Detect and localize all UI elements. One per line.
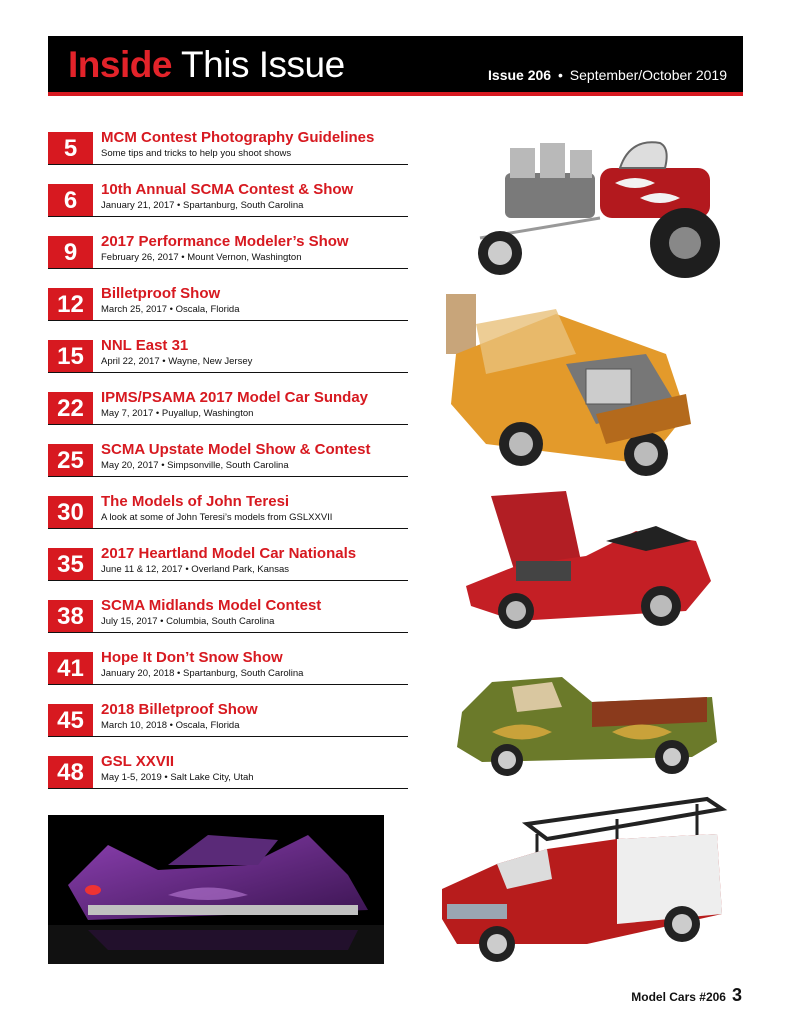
page-number-badge: 45 [48, 704, 93, 737]
toc-entry[interactable] [48, 388, 408, 440]
page-number-badge: 9 [48, 236, 93, 269]
entry-divider [48, 788, 408, 789]
entry-divider [48, 372, 408, 373]
page-number-badge: 38 [48, 600, 93, 633]
dragster-model-photo [440, 128, 740, 288]
toc-entry[interactable] [48, 284, 408, 336]
page-number-badge: 12 [48, 288, 93, 321]
red-white-pickup-model-photo [437, 794, 737, 964]
toc-entry[interactable] [48, 544, 408, 596]
green-pickup-model-photo [452, 662, 722, 780]
article-title: Billetproof Show [101, 285, 221, 302]
issue-number: Issue 206 [488, 67, 552, 83]
page-number-badge: 48 [48, 756, 93, 789]
page-number-badge: 5 [48, 132, 93, 165]
article-title: IPMS/PSAMA 2017 Model Car Sunday [101, 389, 369, 406]
orange-chevy-model-photo [446, 294, 696, 484]
toc-entry[interactable] [48, 648, 408, 700]
entry-divider [48, 320, 408, 321]
toc-entry[interactable] [48, 596, 408, 648]
page-number-badge: 30 [48, 496, 93, 529]
purple-cadillac-model-photo [48, 815, 384, 964]
issue-header-bar [48, 36, 743, 92]
toc-entry[interactable] [48, 440, 408, 492]
article-title: NNL East 31 [101, 337, 189, 354]
toc-entry[interactable] [48, 492, 408, 544]
article-subtitle: Some tips and tricks to help you shoot shows [101, 148, 292, 159]
entry-divider [48, 164, 408, 165]
title-this-issue: This Issue [181, 44, 345, 85]
issue-separator: • [557, 67, 563, 83]
issue-date: September/October 2019 [569, 67, 727, 83]
page-number-badge: 15 [48, 340, 93, 373]
entry-divider [48, 684, 408, 685]
title-inside: Inside [68, 44, 172, 85]
article-title: GSL XXVII [101, 753, 175, 770]
entry-divider [48, 476, 408, 477]
article-title: 2017 Performance Modeler’s Show [101, 233, 349, 250]
table-of-contents [48, 128, 408, 804]
article-title: 2018 Billetproof Show [101, 701, 258, 718]
toc-entry[interactable] [48, 700, 408, 752]
issue-title [68, 45, 345, 85]
article-subtitle: March 25, 2017 • Oscala, Florida [101, 304, 240, 315]
entry-divider [48, 528, 408, 529]
article-subtitle: February 26, 2017 • Mount Vernon, Washington [101, 252, 302, 263]
article-title: 10th Annual SCMA Contest & Show [101, 181, 354, 198]
page-number-badge: 6 [48, 184, 93, 217]
article-title: MCM Contest Photography Guidelines [101, 129, 375, 146]
article-subtitle: January 21, 2017 • Spartanburg, South Carolina [101, 200, 304, 211]
toc-entry[interactable] [48, 232, 408, 284]
article-subtitle: March 10, 2018 • Oscala, Florida [101, 720, 240, 731]
article-subtitle: May 20, 2017 • Simpsonville, South Carolina [101, 460, 289, 471]
article-subtitle: June 11 & 12, 2017 • Overland Park, Kansas [101, 564, 289, 575]
toc-entry[interactable] [48, 128, 408, 180]
article-title: SCMA Upstate Model Show & Contest [101, 441, 371, 458]
page-number-badge: 41 [48, 652, 93, 685]
entry-divider [48, 216, 408, 217]
page-number-badge: 25 [48, 444, 93, 477]
header-red-rule [48, 92, 743, 96]
entry-divider [48, 632, 408, 633]
article-subtitle: July 15, 2017 • Columbia, South Carolina [101, 616, 275, 627]
red-camaro-model-photo [456, 486, 716, 636]
entry-divider [48, 736, 408, 737]
page-number: 3 [731, 985, 742, 1005]
article-subtitle: January 20, 2018 • Spartanburg, South Carolina [101, 668, 304, 679]
page-number-badge: 35 [48, 548, 93, 581]
page-number-badge: 22 [48, 392, 93, 425]
magazine-issue-label: Model Cars #206 [631, 990, 726, 1004]
article-title: SCMA Midlands Model Contest [101, 597, 322, 614]
article-subtitle: A look at some of John Teresi’s models from GSLXXVII [101, 512, 333, 523]
article-title: Hope It Don’t Snow Show [101, 649, 283, 666]
entry-divider [48, 580, 408, 581]
article-subtitle: May 7, 2017 • Puyallup, Washington [101, 408, 254, 419]
article-subtitle: April 22, 2017 • Wayne, New Jersey [101, 356, 253, 367]
toc-entry[interactable] [48, 752, 408, 804]
toc-entry[interactable] [48, 336, 408, 388]
article-title: 2017 Heartland Model Car Nationals [101, 545, 357, 562]
entry-divider [48, 424, 408, 425]
toc-entry[interactable] [48, 180, 408, 232]
entry-divider [48, 268, 408, 269]
article-subtitle: May 1-5, 2019 • Salt Lake City, Utah [101, 772, 254, 783]
page-footer [631, 985, 742, 1006]
article-title: The Models of John Teresi [101, 493, 290, 510]
issue-info [488, 66, 727, 84]
